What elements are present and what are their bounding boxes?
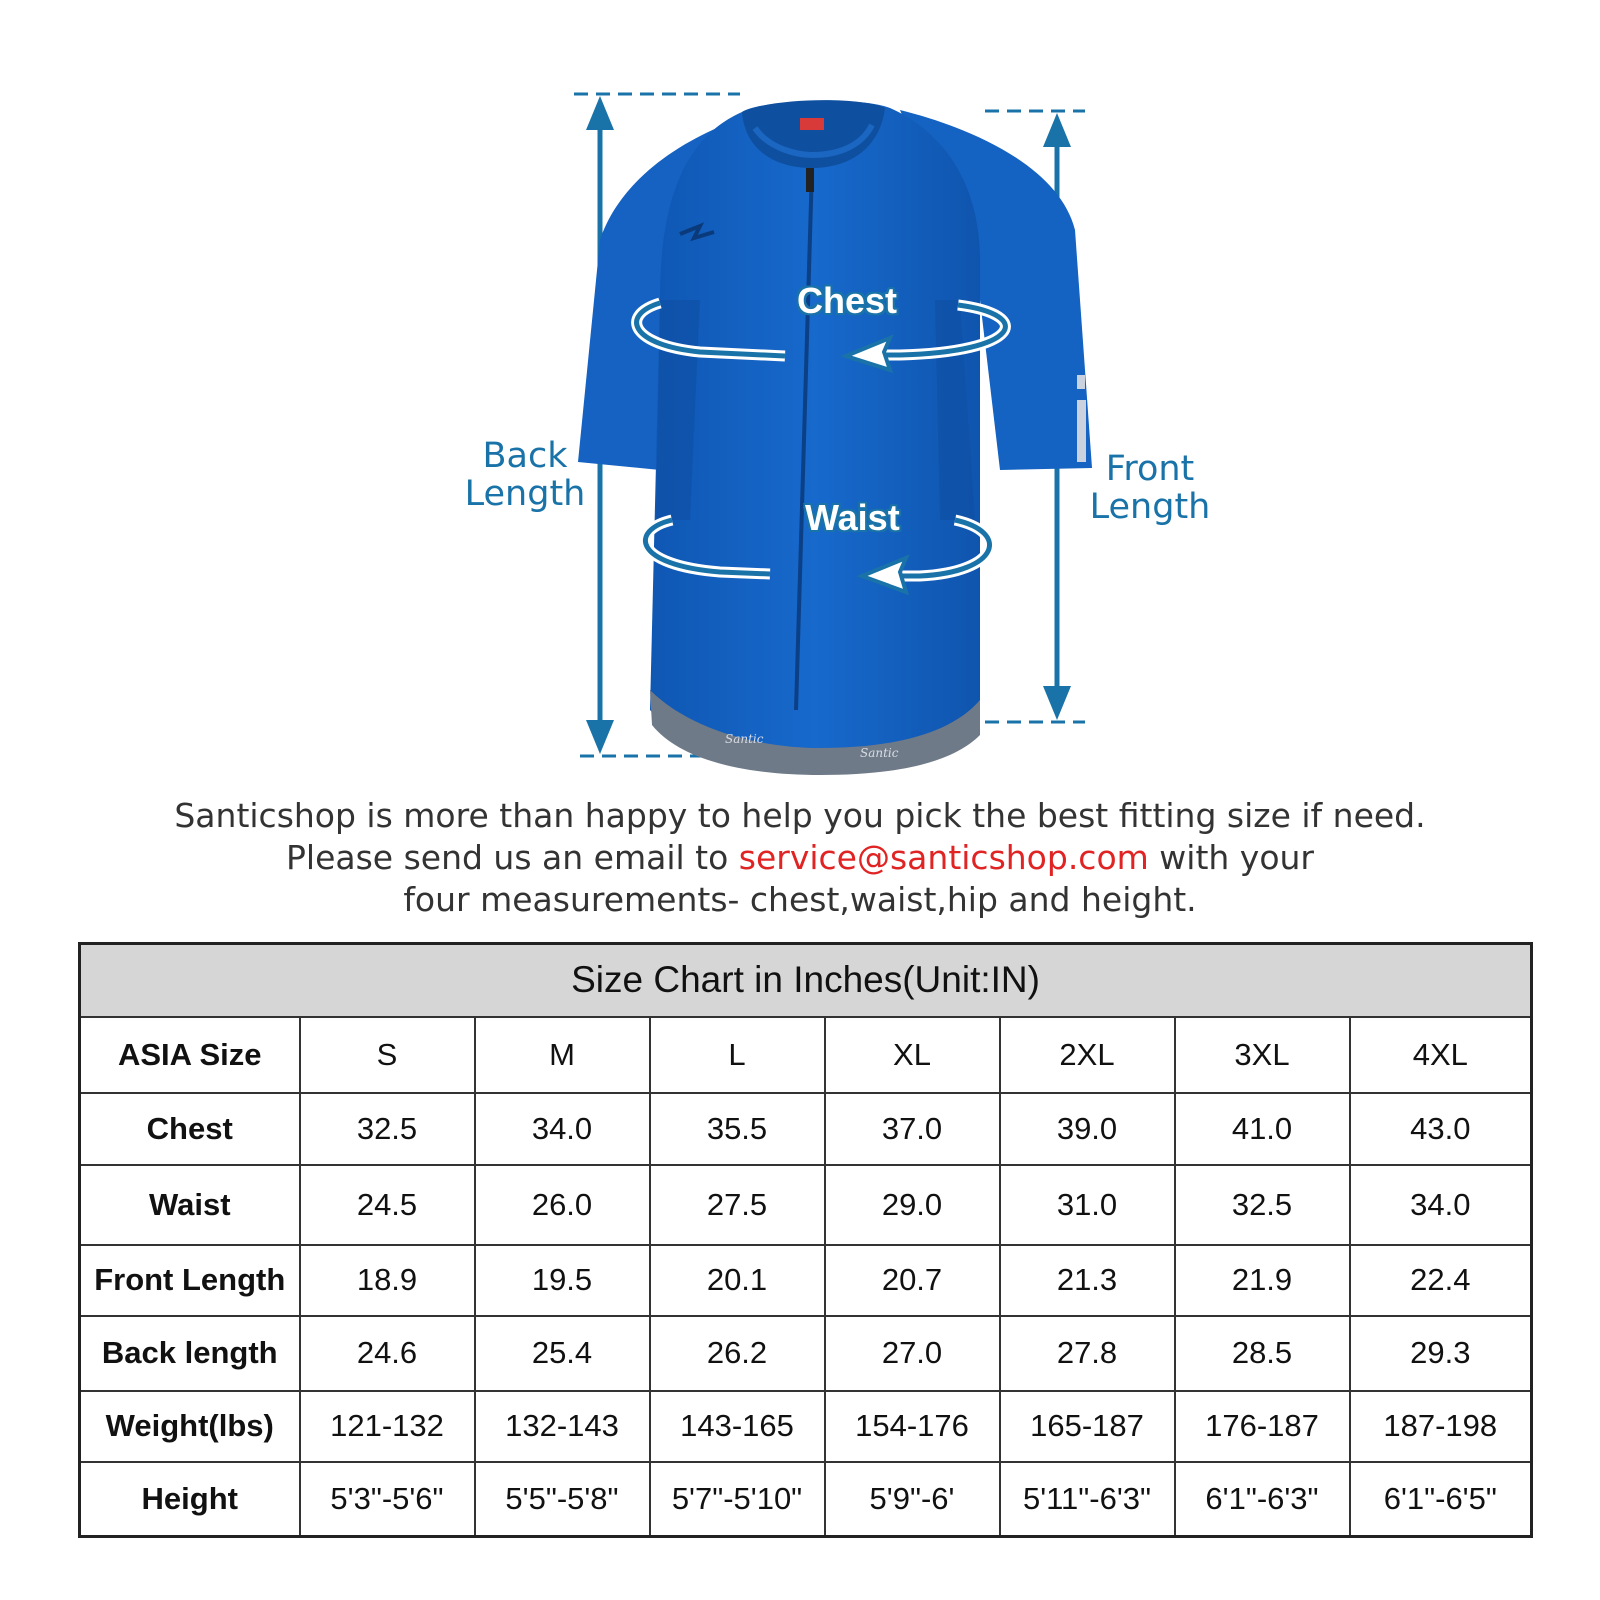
table-cell: 27.8	[1000, 1316, 1175, 1391]
table-cell: 34.0	[1350, 1165, 1532, 1245]
front-length-label: Front Length	[1089, 449, 1211, 527]
table-cell: 5'3"-5'6"	[300, 1462, 475, 1537]
table-row	[80, 1093, 1532, 1165]
table-cell: 32.5	[1175, 1165, 1350, 1245]
table-row	[80, 1245, 1532, 1316]
table-cell: 176-187	[1175, 1391, 1350, 1462]
size-header-cell: 3XL	[1175, 1017, 1350, 1093]
table-title: Size Chart in Inches(Unit:IN)	[80, 944, 1532, 1017]
table-cell: 27.0	[825, 1316, 1000, 1391]
table-row	[80, 1462, 1532, 1537]
table-cell: 5'5"-5'8"	[475, 1462, 650, 1537]
table-cell: 18.9	[300, 1245, 475, 1316]
table-cell: 32.5	[300, 1093, 475, 1165]
table-cell: 143-165	[650, 1391, 825, 1462]
size-header-cell: S	[300, 1017, 475, 1093]
size-header-cell: 2XL	[1000, 1017, 1175, 1093]
table-cell: 21.9	[1175, 1245, 1350, 1316]
email-link[interactable]: service@santicshop.com	[738, 838, 1149, 877]
jersey-diagram	[0, 0, 1600, 790]
row-label: Height	[80, 1462, 300, 1537]
table-cell: 187-198	[1350, 1391, 1532, 1462]
notice-text	[0, 795, 1600, 921]
table-cell: 22.4	[1350, 1245, 1532, 1316]
table-cell: 154-176	[825, 1391, 1000, 1462]
table-cell: 41.0	[1175, 1093, 1350, 1165]
table-cell: 35.5	[650, 1093, 825, 1165]
table-cell: 29.3	[1350, 1316, 1532, 1391]
row-label: Waist	[80, 1165, 300, 1245]
table-cell: 5'11"-6'3"	[1000, 1462, 1175, 1537]
back-length-label: Back Length	[464, 436, 586, 514]
size-header-cell: L	[650, 1017, 825, 1093]
table-cell: 19.5	[475, 1245, 650, 1316]
table-cell: 27.5	[650, 1165, 825, 1245]
table-cell: 6'1"-6'3"	[1175, 1462, 1350, 1537]
table-cell: 43.0	[1350, 1093, 1532, 1165]
table-cell: 25.4	[475, 1316, 650, 1391]
table-cell: 20.1	[650, 1245, 825, 1316]
row-label: Front Length	[80, 1245, 300, 1316]
table-cell: 24.6	[300, 1316, 475, 1391]
size-header-row	[80, 1017, 1532, 1093]
table-cell: 5'9"-6'	[825, 1462, 1000, 1537]
size-chart-table	[78, 942, 1533, 1538]
table-cell: 5'7"-5'10"	[650, 1462, 825, 1537]
table-cell: 121-132	[300, 1391, 475, 1462]
table-cell: 26.0	[475, 1165, 650, 1245]
row-label: Weight(lbs)	[80, 1391, 300, 1462]
asia-size-header: ASIA Size	[80, 1017, 300, 1093]
table-cell: 34.0	[475, 1093, 650, 1165]
chest-label: Chest	[797, 280, 898, 321]
size-header-cell: XL	[825, 1017, 1000, 1093]
table-cell: 132-143	[475, 1391, 650, 1462]
jersey	[578, 100, 1092, 775]
table-cell: 28.5	[1175, 1316, 1350, 1391]
table-cell: 31.0	[1000, 1165, 1175, 1245]
notice-line-3: four measurements- chest,waist,hip and height.	[403, 880, 1197, 919]
svg-text:Santic: Santic	[725, 732, 764, 746]
row-label: Chest	[80, 1093, 300, 1165]
size-header-cell: 4XL	[1350, 1017, 1532, 1093]
table-cell: 165-187	[1000, 1391, 1175, 1462]
table-cell: 26.2	[650, 1316, 825, 1391]
table-row	[80, 1391, 1532, 1462]
table-cell: 20.7	[825, 1245, 1000, 1316]
svg-text:Santic: Santic	[860, 746, 899, 760]
table-row	[80, 1165, 1532, 1245]
size-header-cell: M	[475, 1017, 650, 1093]
notice-line-1: Santicshop is more than happy to help you pick the best fitting size if need.	[174, 796, 1426, 835]
table-title-row	[80, 944, 1532, 1017]
waist-label: Waist	[805, 497, 900, 538]
table-cell: 37.0	[825, 1093, 1000, 1165]
table-cell: 24.5	[300, 1165, 475, 1245]
table-cell: 21.3	[1000, 1245, 1175, 1316]
row-label: Back length	[80, 1316, 300, 1391]
notice-line-2: Please send us an email to service@santicshop.com with your	[286, 838, 1314, 877]
table-row	[80, 1316, 1532, 1391]
table-cell: 29.0	[825, 1165, 1000, 1245]
table-cell: 6'1"-6'5"	[1350, 1462, 1532, 1537]
table-cell: 39.0	[1000, 1093, 1175, 1165]
